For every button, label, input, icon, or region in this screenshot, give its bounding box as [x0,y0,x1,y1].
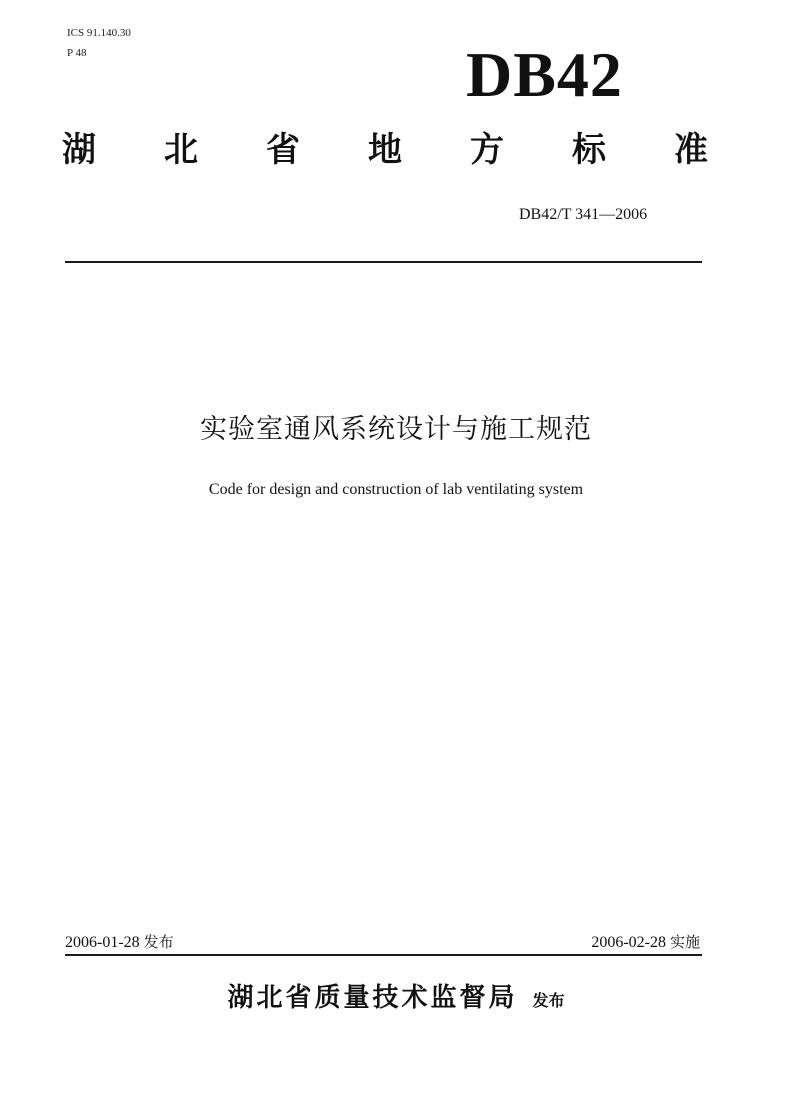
document-title-chinese: 实验室通风系统设计与施工规范 [200,414,592,445]
publisher-organization: 湖北省质量技术监督局 [227,983,518,1013]
standard-type-char: 方 [470,130,504,170]
top-divider [65,261,702,263]
bottom-divider [65,954,702,956]
standard-type-heading [62,126,708,174]
standard-type-char: 北 [164,130,198,170]
ccs-code: P 48 [67,47,87,59]
standard-type-char: 地 [368,130,402,170]
standard-type-char: 湖 [62,130,96,170]
standard-type-char: 准 [674,130,708,170]
implement-date: 2006-02-28 [591,934,666,951]
document-title-english: Code for design and construction of lab ventilating system [208,481,584,498]
standard-code-mark: DB42 [466,39,623,110]
standard-type-char: 省 [266,130,300,170]
issue-label: 发布 [143,933,174,951]
ics-code: ICS 91.140.30 [67,27,131,39]
publisher-action: 发布 [532,991,565,1010]
issue-date: 2006-01-28 [65,934,140,951]
publisher-line [0,978,792,1021]
standard-type-char: 标 [572,130,606,170]
implement-date-line [591,932,700,953]
issue-date-line [65,932,174,953]
standard-number: DB42/T 341—2006 [519,206,648,223]
implement-label: 实施 [669,933,700,951]
